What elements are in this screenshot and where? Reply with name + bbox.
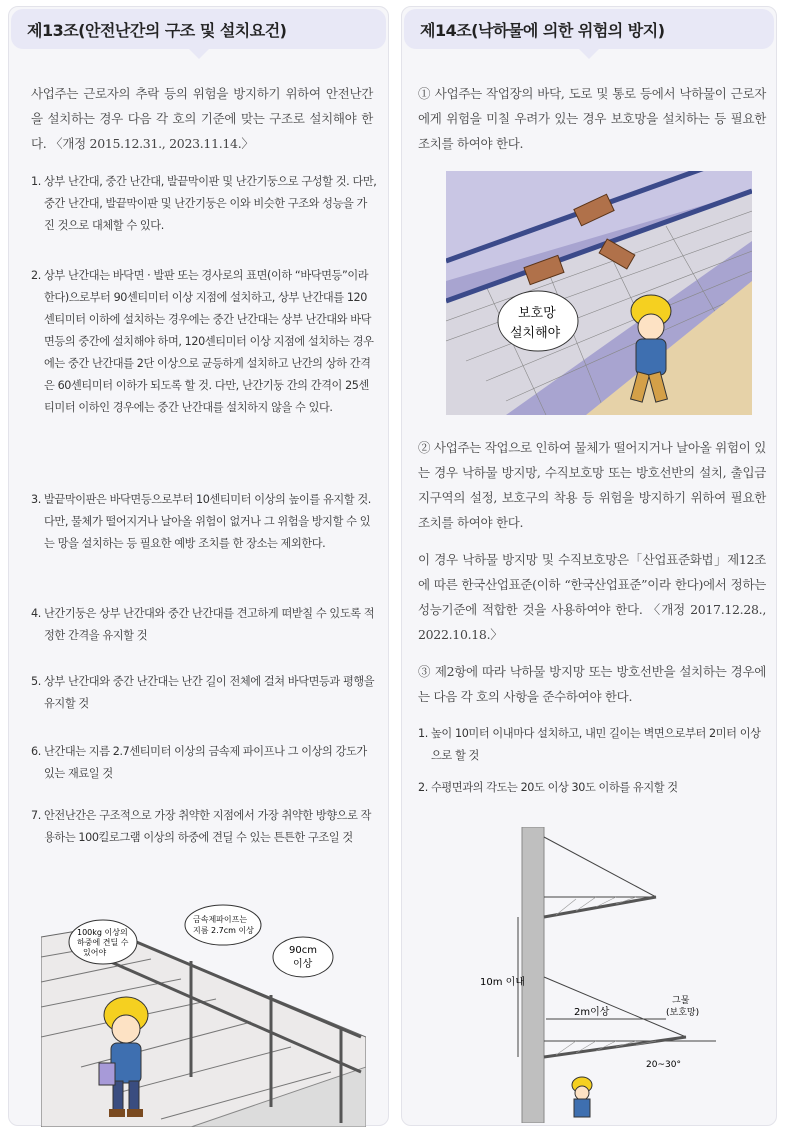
item-text: 높이 10미터 이내마다 설치하고, 내민 길이는 벽면으로부터 2미터 이상으로 할 것 — [431, 727, 761, 762]
bubble-load-3: 있어야 — [83, 948, 107, 957]
bubble-pipe-2: 지름 2.7cm 이상 — [193, 926, 254, 935]
bubble-net-1: 보호망 — [518, 306, 556, 321]
item-number: 4. — [31, 607, 41, 620]
item-text: 수평면과의 각도는 20도 이상 30도 이하를 유지할 것 — [431, 781, 678, 794]
left-intro: 사업주는 근로자의 추락 등의 위험을 방지하기 위하여 안전난간을 설치하는 경우 다음 각 호의 기준에 맞는 구조로 설치해야 한다. 〈개정 2015.12.31., 2023.11.14.〉 — [31, 86, 373, 151]
right-para-1: ① 사업주는 작업장의 바닥, 도로 및 통로 등에서 낙하물이 근로자에게 위험을 미칠 우려가 있는 경우 보호망을 설치하는 등 필요한 조치를 하여야 한다. — [418, 86, 766, 151]
item-number: 2. — [418, 781, 428, 794]
item-text: 상부 난간대, 중간 난간대, 발끝막이판 및 난간기둥으로 구성할 것. 다만, 중간 난간대, 발끝막이판 및 난간기둥은 이와 비슷한 구조와 성능을 가진 것으로 대체할 수 있다. — [44, 175, 377, 232]
item-number: 6. — [31, 745, 41, 758]
label-angle: 20~30° — [646, 1060, 681, 1070]
label-height: 10m 이내 — [480, 977, 525, 988]
left-item-2 — [31, 265, 377, 419]
stair-railing-illustration — [41, 887, 366, 1127]
bubble-pipe-1: 금속제파이프는 — [193, 915, 248, 924]
item-number: 7. — [31, 809, 41, 822]
worker-icon — [572, 1077, 592, 1117]
left-item-3 — [31, 489, 377, 555]
bubble-load-1: 100kg 이상의 — [77, 928, 128, 937]
label-net-2: (보호망) — [666, 1008, 700, 1018]
item-text: 상부 난간대와 중간 난간대는 난간 길이 전체에 걸쳐 바닥면등과 평행을 유지할 것 — [44, 675, 375, 710]
left-title-tab — [11, 9, 386, 49]
left-item-4 — [31, 603, 377, 647]
right-item-2 — [418, 777, 766, 799]
bubble-net-2: 설치해야 — [510, 326, 561, 341]
item-number: 3. — [31, 493, 41, 506]
item-text: 상부 난간대는 바닥면 · 발판 또는 경사로의 표면(이하 “바닥면등”이라 한다)으로부터 90센티미터 이상 지점에 설치하고, 상부 난간대를 120센티미터 이하에 설치하는 경우에는 중간 난간대는 상부 난간대와 바닥면등의 중간에 설치해야 하며, 120센티미터 이상 지점에 설치하는 경우에는 중간 난간대를 2단 이상으로 균등하게 설치하고 난간의 상하 간격은 60센티미터 이하가 되도록 할 것. 다만, 난간기둥 간의 간격이 25센티미터 이하인 경우에는 중간 난간대를 설치하지 않을 수 있다. — [44, 269, 374, 414]
right-para-2: ② 사업주는 작업으로 인하여 물체가 떨어지거나 날아올 위험이 있는 경우 낙하물 방지망, 수직보호망 또는 방호선반의 설치, 출입금지구역의 설정, 보호구의 착용 등 위험을 방지하기 위하여 필요한 조치를 하여야 한다. — [418, 440, 766, 530]
left-item-1 — [31, 171, 377, 237]
item-text: 발끝막이판은 바닥면등으로부터 10센티미터 이상의 높이를 유지할 것. 다만, 물체가 떨어지거나 날아올 위험이 없거나 그 위험을 방지할 수 있는 망을 설치하는 등 필요한 예방 조치를 한 장소는 제외한다. — [44, 493, 371, 550]
left-item-7 — [31, 805, 377, 849]
right-title-tab — [404, 9, 774, 49]
left-item-6 — [31, 741, 377, 785]
left-panel — [8, 6, 389, 1126]
right-item-1 — [418, 723, 766, 767]
falling-object-illustration — [446, 171, 752, 415]
net-installation-diagram — [466, 827, 716, 1123]
label-net-1: 그물 — [672, 996, 690, 1006]
item-number: 2. — [31, 269, 41, 282]
right-para-4: ③ 제2항에 따라 낙하물 방지망 또는 방호선반을 설치하는 경우에는 다음 각 호의 사항을 준수하여야 한다. — [418, 664, 766, 704]
bubble-height-2: 이상 — [293, 959, 313, 970]
right-panel — [401, 6, 777, 1126]
item-text: 난간기둥은 상부 난간대와 중간 난간대를 견고하게 떠받칠 수 있도록 적정한 간격을 유지할 것 — [44, 607, 375, 642]
bubble-load-2: 하중에 견딜 수 — [77, 938, 129, 947]
right-para-3: 이 경우 낙하물 방지망 및 수직보호망은「산업표준화법」제12조에 따른 한국산업표준(이하 “한국산업표준”이라 한다)에서 정하는 성능기준에 적합한 것을 사용하여야 한다. 〈개정 2017.12.28., 2022.10.18.〉 — [418, 552, 766, 642]
bubble-height-1: 90cm — [289, 945, 317, 956]
item-text: 안전난간은 구조적으로 가장 취약한 지점에서 가장 취약한 방향으로 작용하는 100킬로그램 이상의 하중에 견딜 수 있는 튼튼한 구조일 것 — [44, 809, 372, 844]
label-length: 2m이상 — [574, 1007, 610, 1018]
item-number: 1. — [31, 175, 41, 188]
item-number: 5. — [31, 675, 41, 688]
item-number: 1. — [418, 727, 428, 740]
left-item-5 — [31, 671, 377, 715]
right-title: 제14조(낙하물에 의한 위험의 방지) — [420, 21, 665, 40]
left-title: 제13조(안전난간의 구조 및 설치요건) — [27, 21, 287, 40]
item-text: 난간대는 지름 2.7센티미터 이상의 금속제 파이프나 그 이상의 강도가 있는 재료일 것 — [44, 745, 367, 780]
